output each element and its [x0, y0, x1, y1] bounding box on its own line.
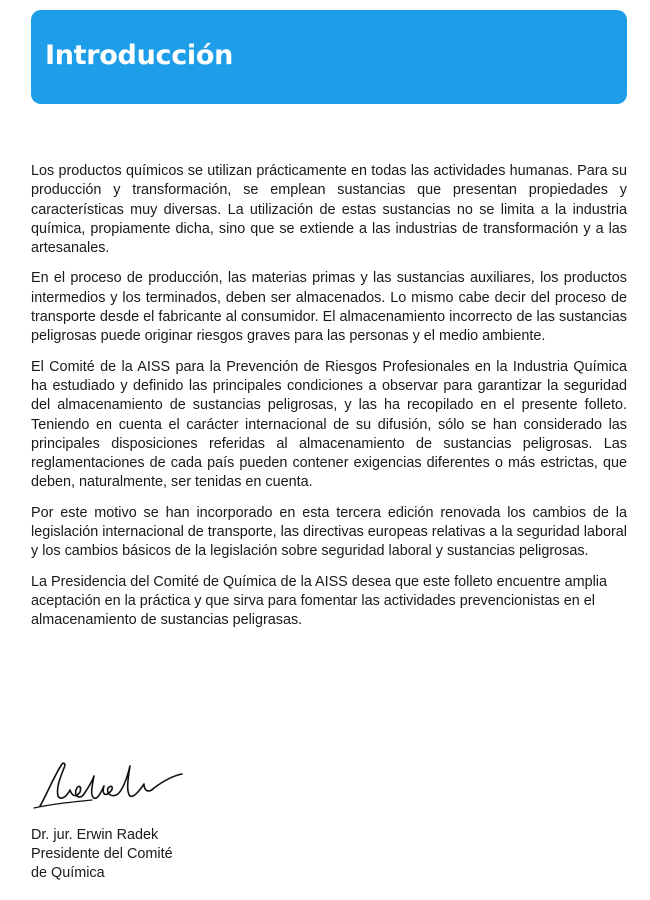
signatory-name: Dr. jur. Erwin Radek [31, 827, 159, 843]
header-banner [31, 10, 627, 104]
signatory-role: Presidente del Comité [31, 846, 173, 862]
paragraph-3: El Comité de la AISS para la Prevención de Riesgos Profesionales en la Industria Química ha estudiado y definido las principales condiciones a observar para garantizar la seguridad del almacenamiento de sustancias peligrosas, y las ha recopilado en el presente folleto. Teniendo en cuenta el carácter internacional de su difusión, sólo se han considerado las principales disposiciones referidas al almacenamiento de sustancias peligrosas. Las reglamentaciones de cada país pueden contener exigencias diferentes o más estrictas, que deben, naturalmente, ser tenidas en cuenta. [31, 358, 627, 491]
body-text [31, 162, 627, 642]
signature-block [31, 826, 173, 883]
signatory-committee: de Química [31, 865, 105, 881]
page-title: Introducción [45, 40, 234, 71]
paragraph-1: Los productos químicos se utilizan prácticamente en todas las actividades humanas. Para su producción y transformación, se emplean sustancias que presentan propiedades y características muy diversas. La utilización de estas sustancias no se limita a la industria química, propiamente dicha, sino que se extiende a las industrias de transformación y a las artesanales. [31, 163, 627, 257]
paragraph-5: La Presidencia del Comité de Química de la AISS desea que este folleto encuentre amplia aceptación en la práctica y que sirva para fomentar las actividades prevencionistas en el almacenamiento de sustancias peligrasas. [31, 573, 607, 629]
paragraph-4: Por este motivo se han incorporado en esta tercera edición renovada los cambios de la legislación internacional de transporte, las directivas europeas relativas a la seguridad laboral y los cambios básicos de la legislación sobre seguridad laboral y sustancias peligrosas. [31, 504, 627, 560]
paragraph-2: En el proceso de producción, las materias primas y las sustancias auxiliares, los productos intermedios y los terminados, deben ser almacenados. Lo mismo cabe decir del proceso de transporte desde el fabricante al consumidor. El almacenamiento incorrecto de las sustancias peligrosas puede originar riesgos graves para las personas y el medio ambiente. [31, 270, 627, 345]
handwritten-signature [32, 756, 192, 818]
